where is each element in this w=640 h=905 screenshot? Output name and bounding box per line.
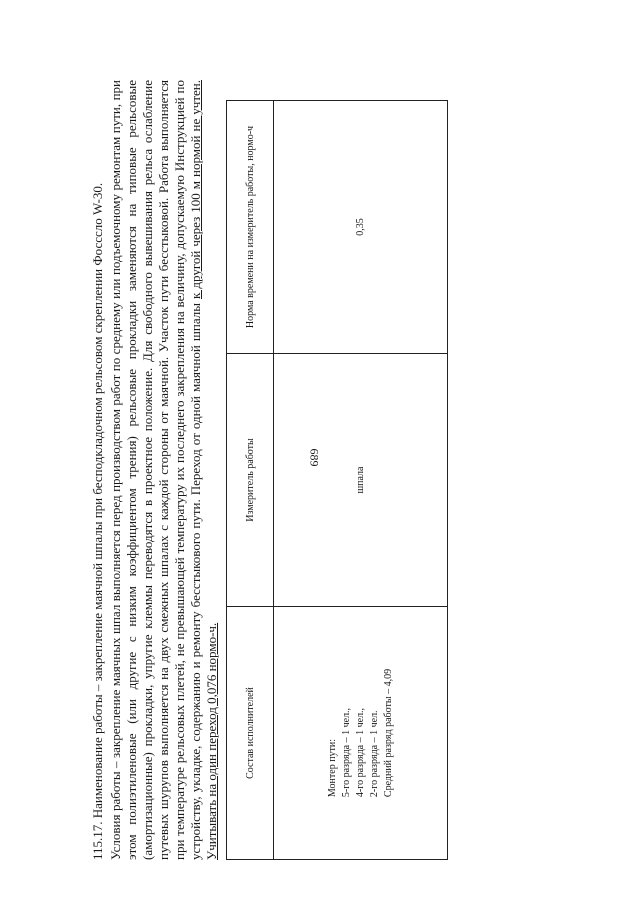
workers-line: Средний разряд работы – 4,09 — [382, 668, 394, 798]
cell-workers — [274, 607, 448, 860]
rotated-content — [90, 80, 550, 860]
workers-list — [326, 669, 396, 797]
section-title: 115.17. Наименование работы – закрепление маячной шпалы при бесподкладочном рельсовом скреплении Фосссло W-30. — [90, 182, 105, 860]
header-workers: Состав исполнителей — [227, 607, 274, 860]
work-conditions-text: Условия работы – закрепление маячных шпал выполняется перед производством работ по среднему или подъемочному ремонтам пути, при этом полиэтиленовые (или другие с низким коэффициентом трения) рельсовые прокладки заменяются на типовые рельсовые (амортизационные) прокладки, упругие клеммы переводятся в проектное положение. Для свободного вывешивания рельса ослабление путевых шурупов выполняется на двух смежных шпалах с каждой стороны от маячной. Участок пути бесстыковой. Работа выполняется при температуре рельсовых плетей, не превышающей температуру их последнего закрепления на величину, допускаемую Инструкцией по устройству, укладке, содержанию и ремонту бесстыкового пути. Переход от одной маячной шпалы — [108, 80, 203, 860]
header-unit: Измеритель работы — [227, 354, 274, 607]
page-number: 689 — [307, 448, 322, 467]
table-row — [274, 101, 448, 860]
workers-line: 2-го разряда – 1 чел. — [368, 710, 380, 798]
header-norm: Норма времени на измеритель работы, нормо-ч — [227, 101, 274, 354]
cell-norm: 0,35 — [274, 101, 448, 354]
work-conditions-note: к другой через 100 м нормой не учтен. Учитывать на один переход 0,076 нормо-ч. — [188, 80, 219, 860]
cell-unit: шпала — [274, 354, 448, 607]
work-conditions — [108, 80, 220, 860]
norms-table — [226, 100, 448, 860]
workers-line: Монтер пути: — [326, 738, 338, 798]
workers-line: 4-го разряда – 1 чел., — [354, 707, 366, 798]
table-header-row — [227, 101, 274, 860]
workers-line: 5-го разряда – 1 чел., — [340, 707, 352, 798]
